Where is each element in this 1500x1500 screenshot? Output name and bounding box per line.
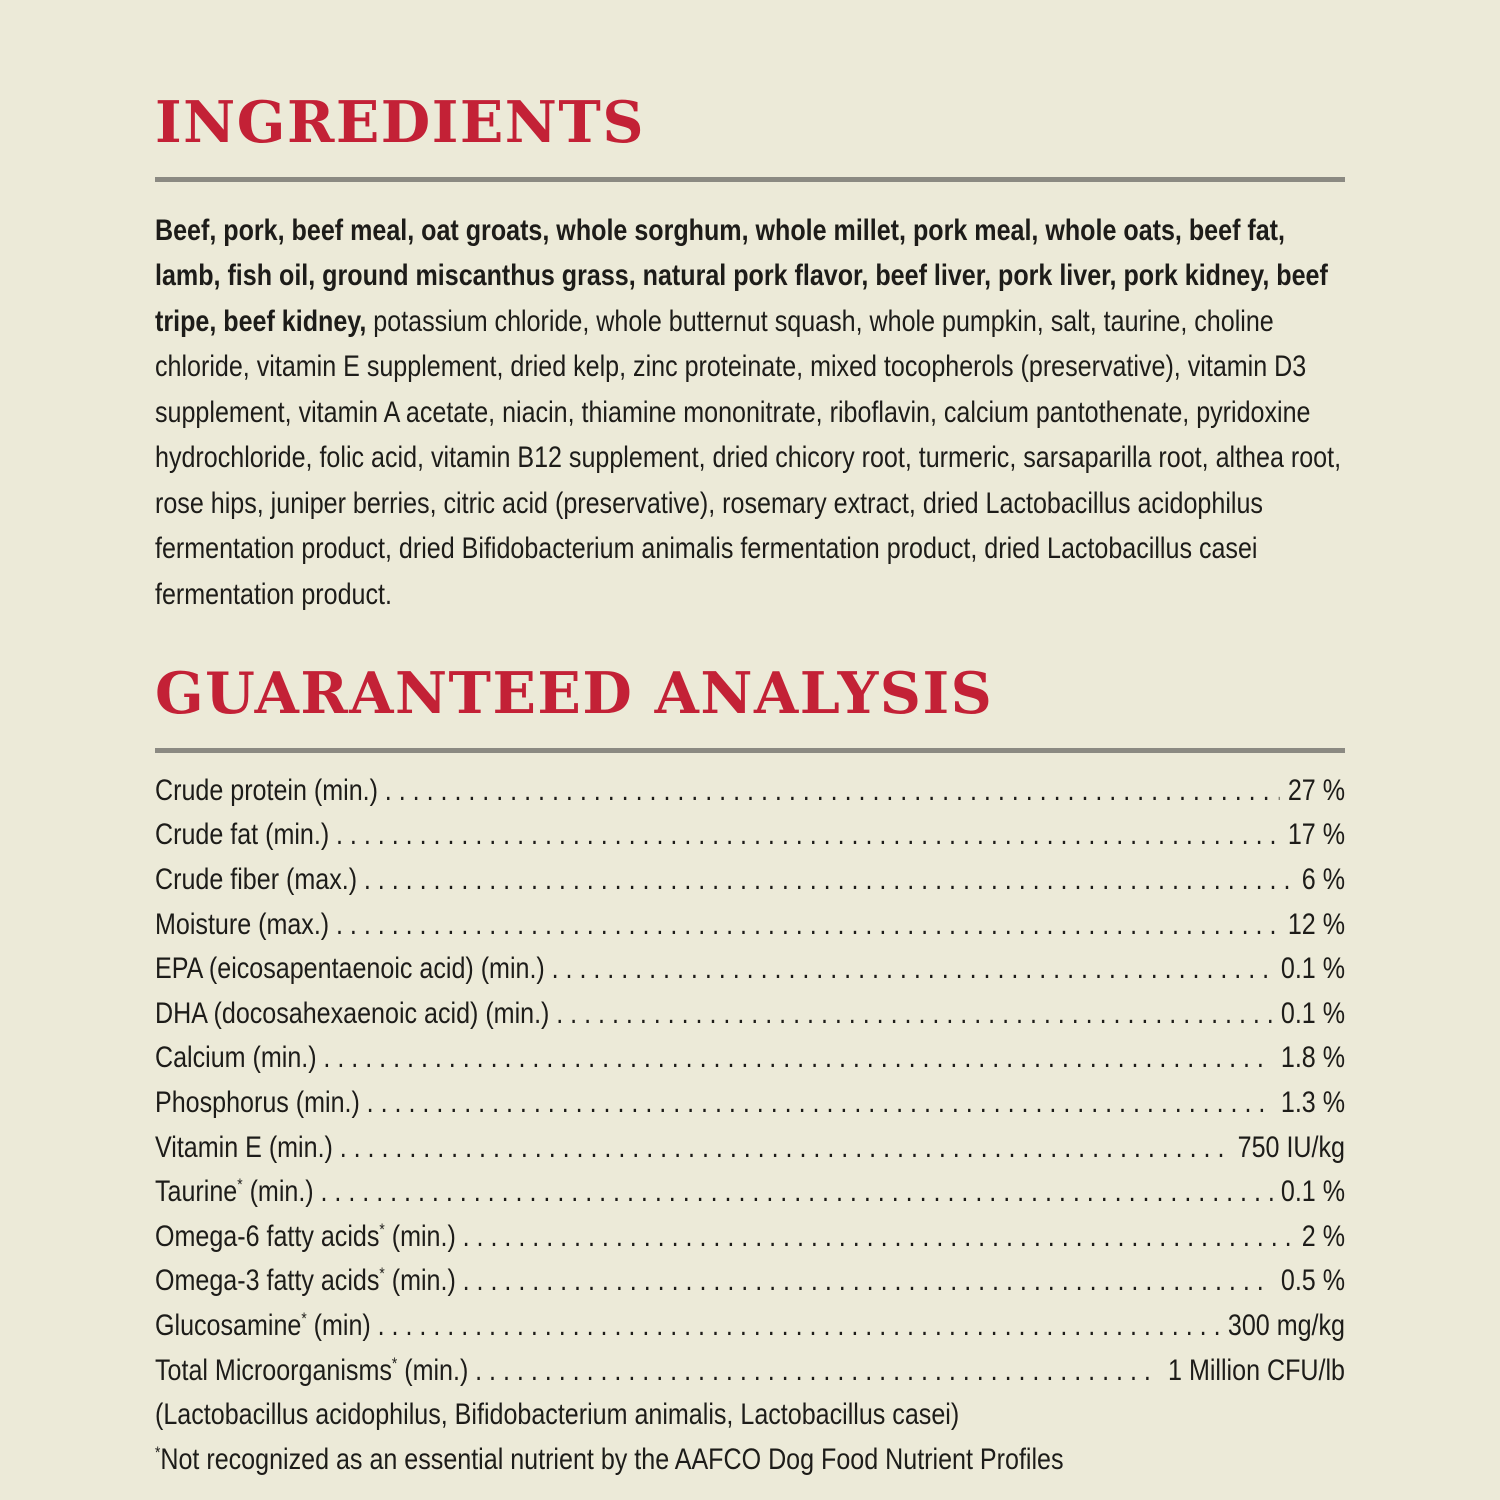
- analysis-row-crude-fat: [155, 813, 1345, 858]
- ingredients-divider: [155, 177, 1345, 182]
- analysis-value: 0.5 %: [1280, 1264, 1345, 1298]
- analysis-value: 0.1 %: [1280, 952, 1345, 986]
- dot-leader: [463, 1259, 1273, 1304]
- analysis-row-taurine: [155, 1170, 1345, 1215]
- analysis-label: [155, 1259, 456, 1304]
- ingredients-body: [155, 208, 1345, 618]
- analysis-label: [155, 947, 545, 992]
- dot-leader: [378, 1304, 1220, 1349]
- analysis-label: [155, 858, 357, 903]
- asterisk-marker: *: [391, 1354, 398, 1373]
- analysis-row-phosphorus: [155, 1081, 1345, 1126]
- dot-leader: [323, 1036, 1272, 1081]
- dot-leader: [340, 1126, 1229, 1171]
- analysis-value: 1 Million CFU/lb: [1168, 1353, 1345, 1387]
- ingredients-bold-text: Beef, pork, beef meal, oat groats, whole sorghum, whole millet, pork meal, whole oats, beef fat, lamb, fish oil, ground miscanthus grass, natural pork flavor, beef liver, pork liver, pork kidney, beef tripe, beef kidney,: [155, 213, 1328, 338]
- analysis-label-text: Crude fiber (max.): [155, 863, 358, 897]
- analysis-label: [155, 903, 329, 948]
- microorganisms-note: (Lactobacillus acidophilus, Bifidobacterium animalis, Lactobacillus casei): [155, 1398, 960, 1432]
- footnote-text: Not recognized as an essential nutrient by the AAFCO Dog Food Nutrient Profiles: [160, 1442, 1064, 1476]
- analysis-row-calcium: [155, 1036, 1345, 1081]
- dot-leader: [552, 947, 1273, 992]
- guaranteed-analysis-table: [155, 769, 1345, 1483]
- analysis-label-text: Crude protein (min.): [155, 773, 378, 807]
- analysis-label-text: Calcium (min.): [155, 1041, 317, 1075]
- dot-leader: [556, 992, 1272, 1037]
- analysis-row-vitamin-e: [155, 1126, 1345, 1171]
- asterisk-marker: *: [301, 1310, 307, 1329]
- analysis-label-text: Crude fat (min.): [155, 818, 330, 852]
- analysis-label-text: Total Microorganisms: [155, 1353, 392, 1387]
- analysis-label-suffix: (min.): [384, 1264, 456, 1298]
- analysis-label-text: Omega-6 fatty acids: [155, 1219, 380, 1253]
- guaranteed-analysis-title: GUARANTEED ANALYSIS: [155, 660, 994, 728]
- analysis-label-text: Glucosamine: [155, 1309, 302, 1342]
- analysis-label-text: EPA (eicosapentaenoic acid) (min.): [155, 952, 545, 986]
- analysis-label-suffix: (min.): [384, 1219, 456, 1253]
- analysis-label: [155, 1126, 333, 1171]
- ingredients-title: INGREDIENTS: [155, 89, 645, 156]
- analysis-label: [155, 769, 378, 814]
- analysis-row-moisture: [155, 903, 1345, 948]
- analysis-value: 17 %: [1287, 818, 1345, 852]
- ingredients-section: [155, 89, 1345, 617]
- analysis-row-glucosamine: [155, 1304, 1345, 1349]
- analysis-value: 12 %: [1287, 907, 1345, 941]
- ingredients-regular-text: potassium chloride, whole butternut squash, whole pumpkin, salt, taurine, choline chloride, vitamin E supplement, dried kelp, zinc proteinate, mixed tocopherols (preservative), vitamin D3 supplement, vitamin A acetate, niacin, thiamine mononitrate, riboflavin, calcium pantothenate, pyridoxine hydrochloride, folic acid, vitamin B12 supplement, dried chicory root, turmeric, sarsaparilla root, althea root, rose hips, juniper berries, citric acid (preservative), rosemary extract, dried Lactobacillus acidophilus fermentation product, dried Bifidobacterium animalis fermentation product, dried Lactobacillus casei fermentation product.: [155, 304, 1342, 611]
- analysis-label: [155, 1304, 371, 1349]
- analysis-label-text: Vitamin E (min.): [155, 1130, 333, 1164]
- dot-leader: [336, 903, 1279, 948]
- analysis-value: 6 %: [1301, 863, 1345, 897]
- analysis-label-text: Phosphorus (min.): [155, 1086, 360, 1120]
- analysis-row-crude-fiber: [155, 858, 1345, 903]
- analysis-row-total-microorganisms: [155, 1349, 1345, 1394]
- guaranteed-analysis-divider: [155, 748, 1345, 753]
- analysis-value: 2 %: [1301, 1219, 1345, 1253]
- analysis-value: 1.3 %: [1280, 1086, 1345, 1120]
- asterisk-marker: *: [379, 1220, 385, 1239]
- analysis-row-crude-protein: [155, 769, 1345, 814]
- analysis-label-suffix: (min.): [242, 1175, 314, 1209]
- dot-leader: [364, 858, 1293, 903]
- analysis-row-omega-6: [155, 1215, 1345, 1260]
- analysis-row-omega-3: [155, 1259, 1345, 1304]
- dot-leader: [475, 1349, 1159, 1394]
- analysis-value: 300 mg/kg: [1227, 1309, 1345, 1342]
- analysis-value: 1.8 %: [1280, 1041, 1345, 1075]
- dot-leader: [367, 1081, 1273, 1126]
- analysis-label: [155, 813, 329, 858]
- analysis-value: 27 %: [1287, 773, 1345, 807]
- analysis-label-text: Taurine: [155, 1175, 238, 1209]
- analysis-label: [155, 1349, 468, 1394]
- analysis-row-dha: [155, 992, 1345, 1037]
- asterisk-marker: *: [379, 1265, 385, 1284]
- analysis-label: [155, 1170, 314, 1215]
- analysis-value: 0.1 %: [1280, 996, 1345, 1030]
- analysis-label-suffix: (min.): [397, 1353, 469, 1387]
- dot-leader: [336, 813, 1279, 858]
- analysis-label-text: Moisture (max.): [155, 907, 330, 941]
- analysis-value: 0.1 %: [1280, 1175, 1345, 1209]
- analysis-label-suffix: (min): [306, 1309, 371, 1342]
- footnote-asterisk: *: [155, 1443, 161, 1462]
- dot-leader: [463, 1215, 1294, 1260]
- analysis-value: 750 IU/kg: [1237, 1130, 1345, 1164]
- analysis-label: [155, 1081, 360, 1126]
- aafco-footnote: [155, 1438, 1345, 1483]
- dot-leader: [320, 1170, 1272, 1215]
- analysis-row-epa: [155, 947, 1345, 992]
- analysis-label-text: Omega-3 fatty acids: [155, 1264, 380, 1298]
- analysis-label: [155, 1215, 456, 1260]
- analysis-label-text: DHA (docosahexaenoic acid) (min.): [155, 996, 550, 1030]
- guaranteed-analysis-section: [155, 660, 1345, 1482]
- analysis-label: [155, 992, 549, 1037]
- ingredients-paragraph: [155, 208, 1345, 618]
- analysis-label: [155, 1036, 317, 1081]
- asterisk-marker: *: [237, 1176, 243, 1195]
- dot-leader: [385, 769, 1280, 814]
